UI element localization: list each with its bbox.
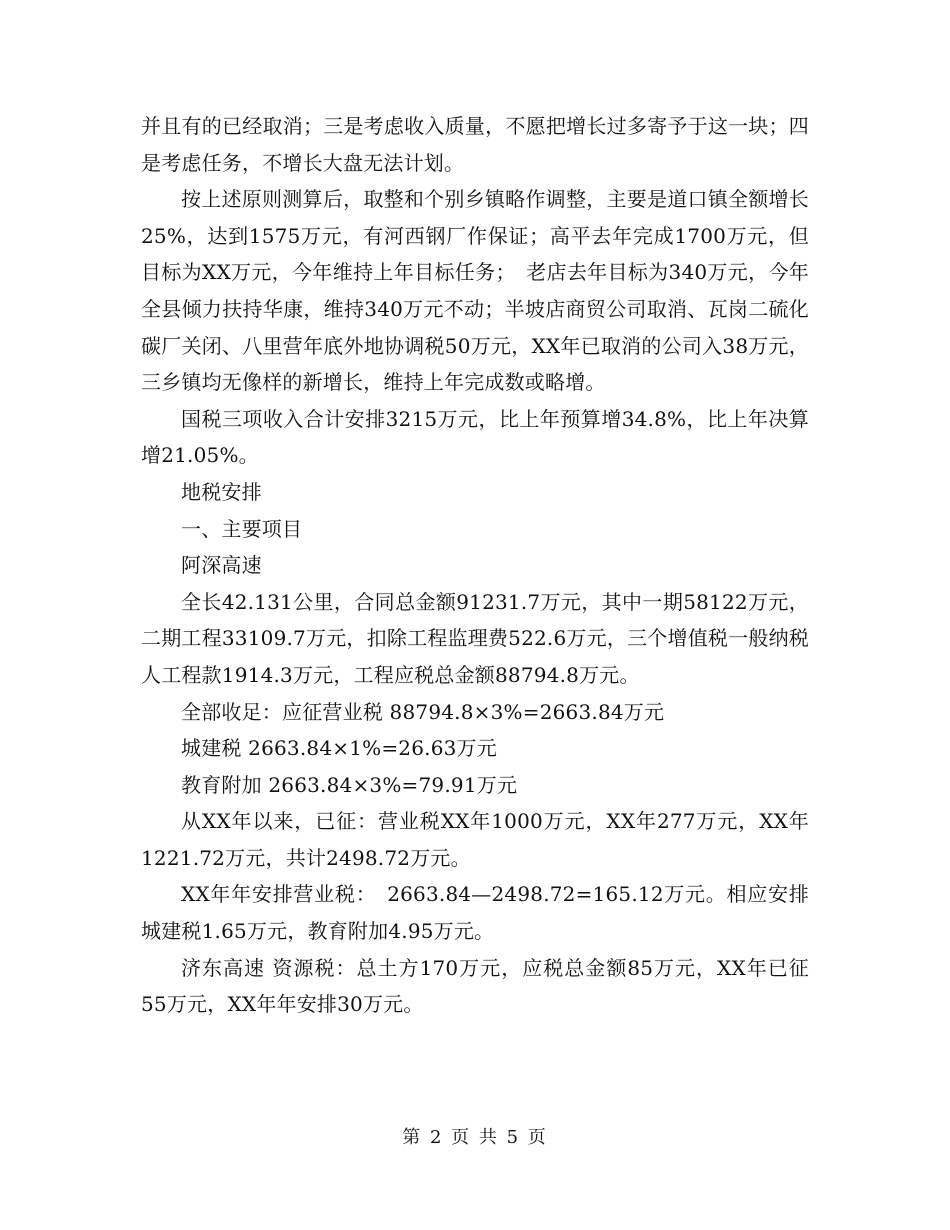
page-footer: 第 2 页 共 5 页: [402, 1127, 548, 1148]
paragraph: 从XX年以来，已征：营业税XX年1000万元，XX年277万元，XX年1221.72万元，共计2498.72万元。: [141, 809, 809, 870]
paragraph: 全长42.131公里，合同总金额91231.7万元，其中一期58122万元，二期工程33109.7万元，扣除工程监理费522.6万元，三个增值税一般纳税人工程款1914.3万元，工程应税总金额88794.8万元。: [141, 589, 809, 687]
section-heading: 一、主要项目: [181, 516, 303, 541]
paragraph: 国税三项收入合计安排3215万元，比上年预算增34.8%，比上年决算增21.05%。: [141, 406, 809, 468]
formula-line: 全部收足：应征营业税 88794.8×3%=2663.84万元: [181, 699, 665, 724]
section-heading: 地税安排: [181, 479, 262, 504]
subsection-heading: 阿深高速: [181, 553, 262, 578]
paragraph: 济东高速 资源税：总土方170万元，应税总金额85万元，XX年已征55万元，XX年年安排30万元。: [141, 955, 809, 1017]
document-body: [141, 108, 809, 1023]
paragraph: 并且有的已经取消；三是考虑收入质量，不愿把增长过多寄予于这一块；四是考虑任务，不增长大盘无法计划。: [141, 114, 809, 175]
formula-line: 城建税 2663.84×1%=26.63万元: [181, 736, 497, 761]
formula-line: 教育附加 2663.84×3%=79.91万元: [181, 772, 518, 797]
paragraph: XX年年安排营业税： 2663.84—2498.72=165.12万元。相应安排城建税1.65万元，教育附加4.95万元。: [141, 882, 809, 944]
paragraph: 按上述原则测算后，取整和个别乡镇略作调整，主要是道口镇全额增长25%，达到1575万元，有河西钢厂作保证；高平去年完成1700万元，但目标为XX万元，今年维持上年目标任务； 老店去年目标为340万元，今年全县倾力扶持华康，维持340万元不动；半坡店商贸公司取消、瓦岗二硫化碳厂关闭、八里营年底外地协调税50万元，XX年已取消的公司入38万元，三乡镇均无像样的新增长，维持上年完成数或略增。: [141, 187, 809, 395]
